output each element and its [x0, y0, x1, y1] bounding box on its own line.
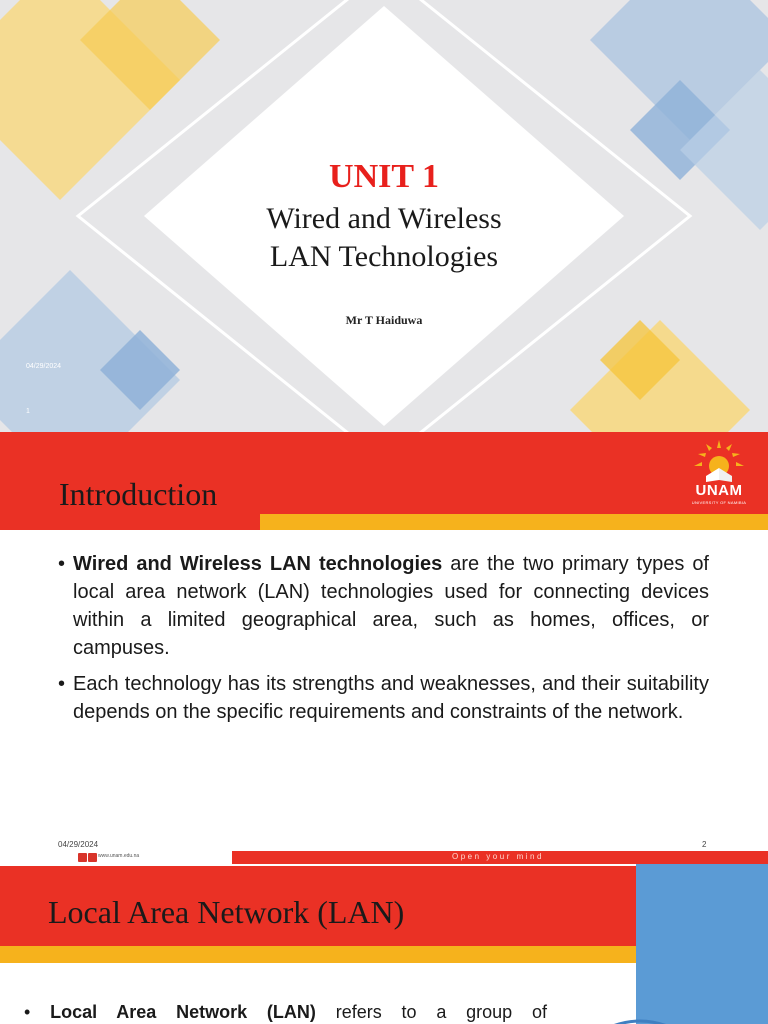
- slide-number: 1: [26, 408, 30, 415]
- bullet-marker: •: [58, 673, 66, 695]
- bullet-marker: •: [24, 1002, 31, 1022]
- slide-date: 04/29/2024: [58, 840, 99, 849]
- sun-book-icon: [684, 438, 754, 482]
- slide-introduction: [0, 432, 768, 864]
- bullet-bold-text: Wired and Wireless LAN technologies: [73, 553, 443, 575]
- bullet-list: [58, 550, 709, 734]
- subtitle-line-1: Wired and Wireless: [266, 202, 502, 235]
- bullet-item: [58, 550, 709, 662]
- slide-number: 2: [702, 840, 707, 849]
- footer-url: www.unam.edu.na: [98, 853, 140, 859]
- header-accent-stripe: [0, 946, 636, 963]
- subtitle-line-2: LAN Technologies: [269, 240, 499, 273]
- slide-title: Introduction: [59, 476, 218, 512]
- title-subtitle: [0, 200, 768, 276]
- bullet-bold-text: Local Area Network (LAN): [50, 1002, 316, 1022]
- unit-heading: UNIT 1: [329, 158, 439, 195]
- bullet-text: Each technology has its strengths and weaknesses, and their suitability depends on the specific requirements and constraints of the network.: [73, 673, 709, 723]
- bullet-marker: •: [58, 553, 66, 575]
- bullet-item: [58, 670, 709, 726]
- slide-lan: [0, 864, 768, 1024]
- footer-slogan: Open your mind: [452, 852, 544, 861]
- slide-date: 04/29/2024: [26, 363, 62, 370]
- bullet-item: [24, 998, 547, 1024]
- slide-title: Local Area Network (LAN): [48, 894, 405, 930]
- bullet-text: are the two primary types of local area network (LAN) technologies used for connecting devices within a limited geographical area, such as homes, offices, or campuses.: [73, 553, 709, 659]
- logo-wordmark: UNAM: [695, 482, 743, 499]
- author-name: Mr T Haiduwa: [345, 313, 423, 327]
- social-media-icons: [78, 853, 98, 862]
- decorative-arc: [580, 1008, 700, 1024]
- logo-subtext: UNIVERSITY OF NAMIBIA: [691, 500, 747, 505]
- side-accent-block: [636, 864, 768, 1024]
- header-accent-stripe: [260, 514, 768, 530]
- bullet-text: refers to a group of: [315, 1002, 547, 1022]
- unam-logo: [684, 438, 754, 514]
- slide-title: [0, 0, 768, 432]
